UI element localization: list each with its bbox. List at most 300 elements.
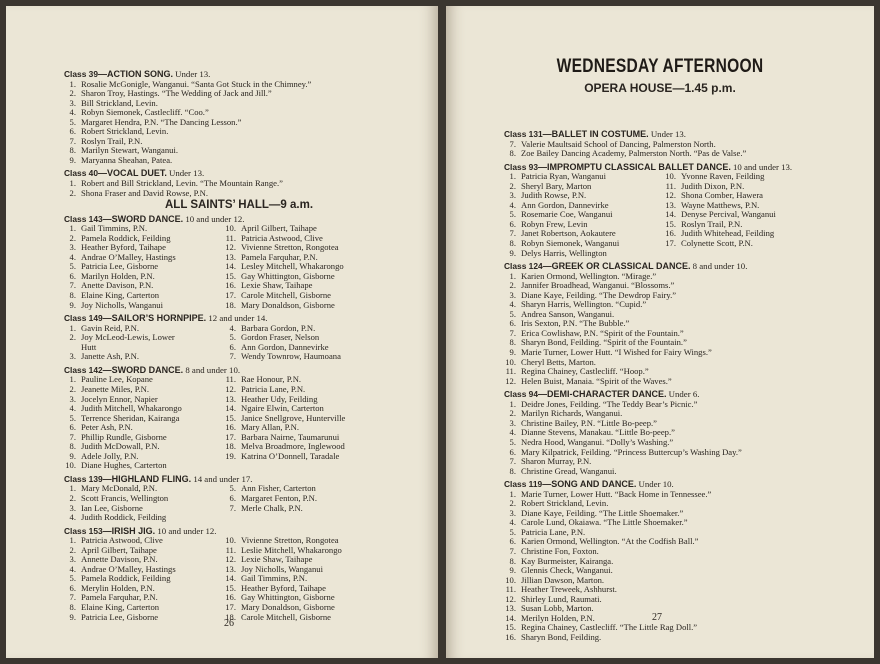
entry-text: Merilyn Holden, P.N. bbox=[521, 612, 595, 623]
left-page bbox=[6, 6, 438, 658]
entry-text: Gail Timmins, P.N. bbox=[241, 573, 308, 584]
entry-number: 7. bbox=[509, 138, 516, 149]
entry-number: 12. bbox=[505, 375, 516, 386]
entry-text: Christine Bailey, P.N. “Little Bo-peep.” bbox=[521, 417, 657, 428]
class-number: Class 124 bbox=[504, 261, 543, 272]
entry-number: 1. bbox=[69, 78, 76, 89]
class-title: —DEMI-CHARACTER DANCE. bbox=[538, 389, 667, 400]
entry-number: 17. bbox=[225, 290, 236, 301]
entry-text: Sheryl Bary, Marton bbox=[521, 180, 592, 191]
entry-text: Patricia Lee, Gisborne bbox=[81, 261, 159, 272]
entry-number: 6. bbox=[229, 492, 236, 503]
class-title: —BALLET IN COSTUME. bbox=[542, 129, 649, 139]
class-number: Class 39 bbox=[64, 69, 98, 79]
entry-number: 3. bbox=[69, 97, 76, 108]
entry-number: 9. bbox=[509, 247, 516, 258]
entry-number: 12. bbox=[505, 593, 516, 604]
entry-number: 4. bbox=[509, 427, 516, 438]
entry-number: 3. bbox=[69, 554, 76, 565]
class-title: —SAILOR’S HORNPIPE. bbox=[102, 313, 207, 324]
entry-number: 11. bbox=[225, 232, 236, 243]
entry-text: Regina Chainey, Castlecliff. “Hoop.” bbox=[521, 366, 649, 377]
entry-text: Kay Burmeister, Kairanga. bbox=[521, 555, 614, 566]
entry-text: Lexie Shaw, Taihape bbox=[241, 554, 313, 565]
entry-number: 2. bbox=[509, 408, 516, 419]
entry-text: Sharon Murray, P.N. bbox=[521, 456, 592, 467]
entry-text: Jeanette Miles, P.N. bbox=[81, 383, 150, 394]
entry-text: April Gilbert, Taihape bbox=[241, 223, 317, 234]
entry-number: 5. bbox=[509, 308, 516, 319]
entry-number: 15. bbox=[225, 582, 236, 593]
entry-text: Merle Chalk, P.N. bbox=[241, 502, 303, 513]
entry-text: Judith Mitchell, Whakarongo bbox=[81, 403, 182, 414]
entry bbox=[64, 613, 224, 623]
entry-text: Ngaire Elwin, Carterton bbox=[241, 403, 324, 414]
entry-text: Peter Ash, P.N. bbox=[81, 422, 133, 433]
entry-number: 7. bbox=[509, 228, 516, 239]
entry-text: Zoe Bailey Dancing Academy, Palmerston North. “Pas de Valse.” bbox=[521, 148, 747, 159]
entry-number: 7. bbox=[69, 431, 76, 442]
entry-text: Colynette Scott, P.N. bbox=[681, 238, 753, 249]
entry-text: April Gilbert, Taihape bbox=[81, 544, 157, 555]
entry-text: Robert Strickland, Levin. bbox=[81, 126, 169, 137]
entry-text: Vivienne Stretton, Rongotea bbox=[241, 242, 339, 253]
entry-number: 17. bbox=[225, 601, 236, 612]
entry-text: Joy Nicholls, Wanganui bbox=[241, 563, 323, 574]
entry-text: Gay Whittington, Gisborne bbox=[241, 270, 335, 281]
entry-text: Heather Byford, Taihape bbox=[241, 582, 326, 593]
entry bbox=[224, 301, 414, 311]
entry-text: Gail Timmins, P.N. bbox=[81, 223, 148, 234]
entry bbox=[504, 149, 858, 159]
entry-text: Andrae O’Malley, Hastings bbox=[81, 563, 176, 574]
competition-class bbox=[64, 527, 414, 622]
entry-number: 6. bbox=[509, 446, 516, 457]
entry-text: Sharyn Bond, Feilding. “Spirit of the Fountain.” bbox=[521, 337, 687, 348]
venue-heading: ALL SAINTS’ HALL—9 a.m. bbox=[164, 199, 314, 212]
class-age-range: Under 13. bbox=[175, 69, 211, 79]
entry bbox=[224, 452, 414, 462]
entry-text: Karien Ormond, Wellington. “Mirage.” bbox=[521, 270, 657, 281]
entry-text: Gavin Reid, P.N. bbox=[81, 322, 140, 333]
entry-number: 16. bbox=[225, 592, 236, 603]
entry-text: Karien Ormond, Wellington. “At the Codfish Ball.” bbox=[521, 536, 699, 547]
entry-text: Rosalie McGonigle, Wanganui. “Santa Got Stuck in the Chimney.” bbox=[81, 78, 312, 89]
class-age-range: 12 and under 14. bbox=[208, 313, 268, 324]
entry-number: 1. bbox=[69, 483, 76, 494]
entry-number: 5. bbox=[229, 332, 236, 343]
entry-number: 7. bbox=[69, 592, 76, 603]
entry-text: Joy Nicholls, Wanganui bbox=[81, 299, 163, 310]
entry-number: 4. bbox=[69, 251, 76, 262]
entry bbox=[64, 301, 224, 311]
entry-number: 3. bbox=[509, 417, 516, 428]
right-column bbox=[504, 126, 858, 642]
entry-text: Janette Ash, P.N. bbox=[81, 351, 140, 362]
entry-number: 9. bbox=[69, 154, 76, 165]
entry-number: 2. bbox=[69, 383, 76, 394]
entry-number: 8. bbox=[509, 337, 516, 348]
entry-text: Pamela Farquhar, P.N. bbox=[241, 251, 318, 262]
entry-text: Leslie Mitchell, Whakarongo bbox=[241, 544, 342, 555]
left-classes-bottom bbox=[64, 215, 414, 622]
competition-class bbox=[504, 390, 858, 476]
entry-number: 14. bbox=[225, 403, 236, 414]
entry-number: 3. bbox=[509, 190, 516, 201]
entry bbox=[224, 613, 414, 623]
entry-number: 2. bbox=[69, 544, 76, 555]
entry-number: 18. bbox=[225, 299, 236, 310]
entry-number: 4. bbox=[509, 517, 516, 528]
entry-text: Robyn Frew, Levin bbox=[521, 218, 588, 229]
entry-text: Carole Mitchell, Gisborne bbox=[241, 611, 331, 622]
entry-number: 12. bbox=[225, 554, 236, 565]
entry-number: 3. bbox=[69, 393, 76, 404]
class-age-range: 10 and under 12. bbox=[157, 525, 217, 536]
entry-number: 7. bbox=[229, 351, 236, 362]
entry-text: Elaine King, Carterton bbox=[81, 601, 160, 612]
entry-text: Shirley Lund, Raumati. bbox=[521, 593, 602, 604]
entry-number: 11. bbox=[665, 180, 676, 191]
entry-number: 1. bbox=[509, 270, 516, 281]
entry-number: 8. bbox=[509, 148, 516, 159]
entry-text: Jillian Dawson, Marton. bbox=[521, 574, 605, 585]
entry-text: Scott Francis, Wellington bbox=[81, 492, 169, 503]
left-column bbox=[64, 66, 414, 622]
entry-number: 8. bbox=[69, 441, 76, 452]
class-number: Class 131 bbox=[504, 129, 543, 139]
entry-number: 10. bbox=[665, 171, 676, 182]
entry-text: Katrina O’Donnell, Taradale bbox=[241, 450, 340, 461]
entry-number: 1. bbox=[69, 178, 76, 189]
entry-text: Pamela Farquhar, P.N. bbox=[81, 592, 158, 603]
entry bbox=[64, 352, 224, 362]
class-title: —HIGHLAND FLING. bbox=[102, 473, 192, 484]
entry-number: 1. bbox=[69, 223, 76, 234]
entry bbox=[504, 633, 858, 643]
entry-number: 8. bbox=[69, 145, 76, 156]
entry-text: Ann Gordon, Dannevirke bbox=[241, 341, 329, 352]
entry-number: 2. bbox=[509, 180, 516, 191]
entry-text: Rosemarie Coe, Wanganui bbox=[521, 209, 613, 220]
entry bbox=[224, 504, 414, 514]
entry-number: 15. bbox=[225, 270, 236, 281]
entry-number: 5. bbox=[509, 209, 516, 220]
entry-number: 7. bbox=[509, 545, 516, 556]
entry-text: Margaret Hendra, P.N. “The Dancing Lesson.” bbox=[81, 116, 242, 127]
competition-class bbox=[64, 215, 414, 310]
entry-text: Christine Gread, Wanganui. bbox=[521, 465, 617, 476]
entry-number: 14. bbox=[505, 612, 516, 623]
entry-number: 9. bbox=[69, 299, 76, 310]
entry-text: Wayne Matthews, P.N. bbox=[681, 199, 760, 210]
entry-number: 2. bbox=[69, 187, 76, 198]
entry bbox=[64, 156, 414, 166]
entry-number: 8. bbox=[69, 601, 76, 612]
entry-number: 16. bbox=[225, 280, 236, 291]
entry-text: Terrence Sheridan, Kairanga bbox=[81, 412, 180, 423]
entry-number: 5. bbox=[229, 483, 236, 494]
entry-text: Judith Rowse, P.N. bbox=[521, 190, 587, 201]
entry bbox=[64, 461, 224, 471]
class-title: —IMPROMPTU CLASSICAL BALLET DANCE. bbox=[538, 161, 731, 172]
entry-text: Patricia Lane, P.N. bbox=[521, 526, 586, 537]
class-title: —SONG AND DANCE. bbox=[542, 479, 637, 490]
class-number: Class 119 bbox=[504, 479, 543, 490]
entry-text: Sharyn Bond, Feilding. bbox=[521, 631, 602, 642]
competition-class bbox=[64, 366, 414, 471]
entry-text: Helen Buist, Manaia. “Spirit of the Waves.” bbox=[521, 375, 672, 386]
class-title: —GREEK OR CLASSICAL DANCE. bbox=[542, 261, 691, 272]
entry-text: Gay Whittington, Gisborne bbox=[241, 592, 335, 603]
entry-text: Patricia Ryan, Wanganui bbox=[521, 171, 606, 182]
entry-number: 11. bbox=[505, 584, 516, 595]
competition-class bbox=[504, 163, 858, 258]
entry-number: 13. bbox=[225, 251, 236, 262]
entry-text: Barbara Nairne, Taumarunui bbox=[241, 431, 340, 442]
competition-class bbox=[64, 70, 414, 165]
entry-text: Susan Lobb, Marton. bbox=[521, 603, 594, 614]
entry-columns bbox=[504, 172, 858, 258]
entry-number: 6. bbox=[69, 126, 76, 137]
entry-text: Diane Kaye, Feilding. “The Dewdrop Fairy.” bbox=[521, 289, 677, 300]
entry-number: 9. bbox=[509, 347, 516, 358]
entry bbox=[64, 189, 414, 199]
entry-text: Anette Davison, P.N. bbox=[81, 280, 154, 291]
class-number: Class 149 bbox=[64, 313, 103, 324]
competition-class bbox=[64, 314, 414, 362]
class-age-range: 8 and under 10. bbox=[185, 364, 241, 375]
class-age-range: Under 6. bbox=[668, 389, 700, 400]
entry-number: 2. bbox=[509, 498, 516, 509]
entry-number: 10. bbox=[505, 574, 516, 585]
entry-number: 12. bbox=[665, 190, 676, 201]
entry-text: Robert and Bill Strickland, Levin. “The Mountain Range.” bbox=[81, 178, 283, 189]
entry-number: 19. bbox=[225, 450, 236, 461]
entry-text: Deidre Jones, Feilding. “The Teddy Bear’s Picnic.” bbox=[521, 398, 698, 409]
entry bbox=[64, 513, 224, 523]
entry-text: Glennis Check, Wanganui. bbox=[521, 565, 613, 576]
entry-number: 3. bbox=[69, 502, 76, 513]
entry-number: 9. bbox=[509, 565, 516, 576]
entry-number: 9. bbox=[69, 611, 76, 622]
entry bbox=[224, 352, 414, 362]
entry-text: Roslyn Trail, P.N. bbox=[81, 135, 143, 146]
entry-number: 4. bbox=[509, 299, 516, 310]
class-age-range: 10 and under 13. bbox=[733, 161, 793, 172]
entry-number: 16. bbox=[505, 631, 516, 642]
entry-text: Diane Kaye, Feilding. “The Little Shoemaker.” bbox=[521, 507, 684, 518]
entry-text: Elaine King, Carterton bbox=[81, 290, 160, 301]
entry-text: Shona Fraser and David Rowse, P.N. bbox=[81, 187, 208, 198]
entry-text: Marie Turner, Lower Hutt. “Back Home in Tennessee.” bbox=[521, 488, 712, 499]
class-number: Class 93 bbox=[504, 161, 538, 172]
entry-number: 7. bbox=[509, 327, 516, 338]
entry-number: 7. bbox=[69, 280, 76, 291]
entry-text: Rae Honour, P.N. bbox=[241, 374, 302, 385]
entry-number: 10. bbox=[225, 223, 236, 234]
entry-text: Delys Harris, Wellington bbox=[521, 247, 607, 258]
entry-number: 9. bbox=[69, 450, 76, 461]
entry-text: Pauline Lee, Kopane bbox=[81, 374, 153, 385]
entry-text: Mary McDonald, P.N. bbox=[81, 483, 158, 494]
entry-number: 15. bbox=[225, 412, 236, 423]
entry-text: Phillip Rundle, Gisborne bbox=[81, 431, 167, 442]
entry-text: Valerie Maultsaid School of Dancing, Palmerston North. bbox=[521, 138, 716, 149]
entry-text: Roslyn Trail, P.N. bbox=[681, 218, 743, 229]
entry-number: 14. bbox=[225, 573, 236, 584]
entry-number: 1. bbox=[509, 398, 516, 409]
entry-text: Andrea Sanson, Wanganui. bbox=[521, 308, 615, 319]
entry-number: 6. bbox=[509, 318, 516, 329]
entry-number: 13. bbox=[225, 393, 236, 404]
entry-number: 7. bbox=[509, 456, 516, 467]
entry-text: Carole Lund, Okaiawa. “The Little Shoemaker.” bbox=[521, 517, 688, 528]
entry-columns bbox=[64, 224, 414, 310]
entry-number: 13. bbox=[665, 199, 676, 210]
entry-number: 5. bbox=[69, 412, 76, 423]
entry-number: 6. bbox=[69, 582, 76, 593]
entry-text: Christine Fon, Foxton. bbox=[521, 545, 599, 556]
entry-text: Yvonne Raven, Feilding bbox=[681, 171, 765, 182]
class-title: —SWORD DANCE. bbox=[102, 213, 184, 224]
entry-text: Iris Sexton, P.N. “The Bubble.” bbox=[521, 318, 630, 329]
entry-columns bbox=[64, 324, 414, 362]
entry-text: Mary Kilpatrick, Feilding. “Princess Buttercup’s Washing Day.” bbox=[521, 446, 742, 457]
entry bbox=[504, 377, 858, 387]
entry-columns bbox=[64, 484, 414, 522]
entry-text: Diane Hughes, Carterton bbox=[81, 460, 167, 471]
entry-number: 3. bbox=[69, 242, 76, 253]
entry-number: 16. bbox=[665, 228, 676, 239]
entry-number: 16. bbox=[225, 422, 236, 433]
entry-number: 1. bbox=[509, 488, 516, 499]
class-age-range: Under 10. bbox=[638, 479, 674, 490]
entry-text: Hutt bbox=[81, 341, 97, 352]
entry-number: 3. bbox=[69, 351, 76, 362]
entry-text: Marilyn Richards, Wanganui. bbox=[521, 408, 623, 419]
entry-text: Jannifer Broadhead, Wanganui. “Blossoms.” bbox=[521, 280, 675, 291]
class-title: —IRISH JIG. bbox=[102, 525, 156, 536]
entry-columns bbox=[64, 375, 414, 470]
entry-number: 8. bbox=[509, 555, 516, 566]
entry-text: Jocelyn Ennor, Napier bbox=[81, 393, 158, 404]
entry-columns bbox=[64, 536, 414, 622]
entry-number: 8. bbox=[509, 465, 516, 476]
entry-number: 1. bbox=[69, 535, 76, 546]
entry-text: Patricia Lee, Gisborne bbox=[81, 611, 159, 622]
entry-text: Regina Chainey, Castlecliff. “The Little Rag Doll.” bbox=[521, 622, 698, 633]
entry-text: Sharyn Harris, Wellington. “Cupid.” bbox=[521, 299, 647, 310]
entry-number: 6. bbox=[229, 341, 236, 352]
class-title: —SWORD DANCE. bbox=[102, 364, 184, 375]
class-number: Class 139 bbox=[64, 473, 103, 484]
class-age-range: Under 13. bbox=[169, 168, 205, 179]
entry-number: 8. bbox=[509, 238, 516, 249]
page-number: 27 bbox=[652, 612, 662, 623]
entry-number: 13. bbox=[225, 563, 236, 574]
entry-text: Vivienne Stretton, Rongotea bbox=[241, 535, 339, 546]
class-title: —ACTION SONG. bbox=[98, 69, 174, 79]
entry-number: 11. bbox=[505, 366, 516, 377]
entry-text: Pamela Roddick, Feilding bbox=[81, 573, 171, 584]
entry-number: 11. bbox=[225, 544, 236, 555]
entry-number: 10. bbox=[65, 460, 76, 471]
class-number: Class 142 bbox=[64, 364, 103, 375]
entry-text: Judith Dixon, P.N. bbox=[681, 180, 745, 191]
entry-number: 1. bbox=[69, 322, 76, 333]
entry-text: Mary Donaldson, Gisborne bbox=[241, 299, 335, 310]
entry-number: 4. bbox=[69, 403, 76, 414]
entry-text: Barbara Gordon, P.N. bbox=[241, 322, 316, 333]
entry-text: Bill Strickland, Levin. bbox=[81, 97, 158, 108]
entry-number: 4. bbox=[229, 322, 236, 333]
entry-text: Sharon Troy, Hastings. “The Wedding of Jack and Jill.” bbox=[81, 88, 272, 99]
entry-text: Marilyn Stewart, Wanganui. bbox=[81, 145, 179, 156]
entry-text: Ian Lee, Gisborne bbox=[81, 502, 143, 513]
entry-text: Maryanna Sheahan, Patea. bbox=[81, 154, 173, 165]
left-classes-top bbox=[64, 70, 414, 198]
entry-number: 14. bbox=[665, 209, 676, 220]
entry-number: 5. bbox=[69, 261, 76, 272]
entry-text: Lesley Mitchell, Whakarongo bbox=[241, 261, 344, 272]
entry-number: 5. bbox=[509, 526, 516, 537]
entry-number: 6. bbox=[69, 270, 76, 281]
entry-number: 2. bbox=[509, 280, 516, 291]
entry-text: Erica Cowlishaw, P.N. “Spirit of the Fountain.” bbox=[521, 327, 684, 338]
entry-number: 15. bbox=[665, 218, 676, 229]
entry-text: Patricia Lane, P.N. bbox=[241, 383, 306, 394]
entry-text: Adele Jolly, P.N. bbox=[81, 450, 139, 461]
entry-number: 17. bbox=[225, 431, 236, 442]
entry-text: Dianne Stevens, Manakau. “Little Bo-peep.” bbox=[521, 427, 675, 438]
entry-number: 8. bbox=[69, 290, 76, 301]
entry-number: 6. bbox=[509, 218, 516, 229]
entry-text: Cheryl Betts, Marton. bbox=[521, 356, 596, 367]
entry-text: Marie Turner, Lower Hutt. “I Wished for Fairy Wings.” bbox=[521, 347, 712, 358]
entry-text: Robyn Siemonek, Wanganui bbox=[521, 238, 620, 249]
entry-text: Carole Mitchell, Gisborne bbox=[241, 290, 331, 301]
entry-text: Annette Davison, P.N. bbox=[81, 554, 158, 565]
entry-text: Shona Comber, Hawera bbox=[681, 190, 763, 201]
entry-number: 10. bbox=[225, 535, 236, 546]
competition-class bbox=[504, 480, 858, 642]
entry-text: Merylin Holden, P.N. bbox=[81, 582, 155, 593]
entry-text: Heather Treweek, Ashhurst. bbox=[521, 584, 617, 595]
entry-number: 6. bbox=[69, 422, 76, 433]
entry-text: Mary Donaldson, Gisborne bbox=[241, 601, 335, 612]
page-number: 26 bbox=[224, 618, 234, 629]
entry-text: Pamela Roddick, Feilding bbox=[81, 232, 171, 243]
entry-number: 4. bbox=[69, 563, 76, 574]
entry-text: Joy McLeod-Lewis, Lower bbox=[81, 332, 175, 343]
entry-text: Denyse Percival, Wanganui bbox=[681, 209, 776, 220]
entry bbox=[504, 467, 858, 477]
entry-number: 18. bbox=[225, 441, 236, 452]
day-heading: WEDNESDAY AFTERNOON bbox=[556, 56, 764, 77]
class-number: Class 153 bbox=[64, 525, 103, 536]
entry-text: Heather Byford, Taihape bbox=[81, 242, 166, 253]
entry-text: Robyn Siemonek, Castlecliff. “Coo.” bbox=[81, 107, 209, 118]
venue-heading: OPERA HOUSE—1.45 p.m. bbox=[584, 81, 736, 95]
entry-number: 5. bbox=[69, 116, 76, 127]
entry-number: 12. bbox=[225, 383, 236, 394]
class-number: Class 40 bbox=[64, 168, 98, 179]
entry-number: 4. bbox=[509, 199, 516, 210]
competition-class bbox=[64, 475, 414, 523]
entry-text: Margaret Fenton, P.N. bbox=[241, 492, 317, 503]
entry-number: 2. bbox=[69, 492, 76, 503]
